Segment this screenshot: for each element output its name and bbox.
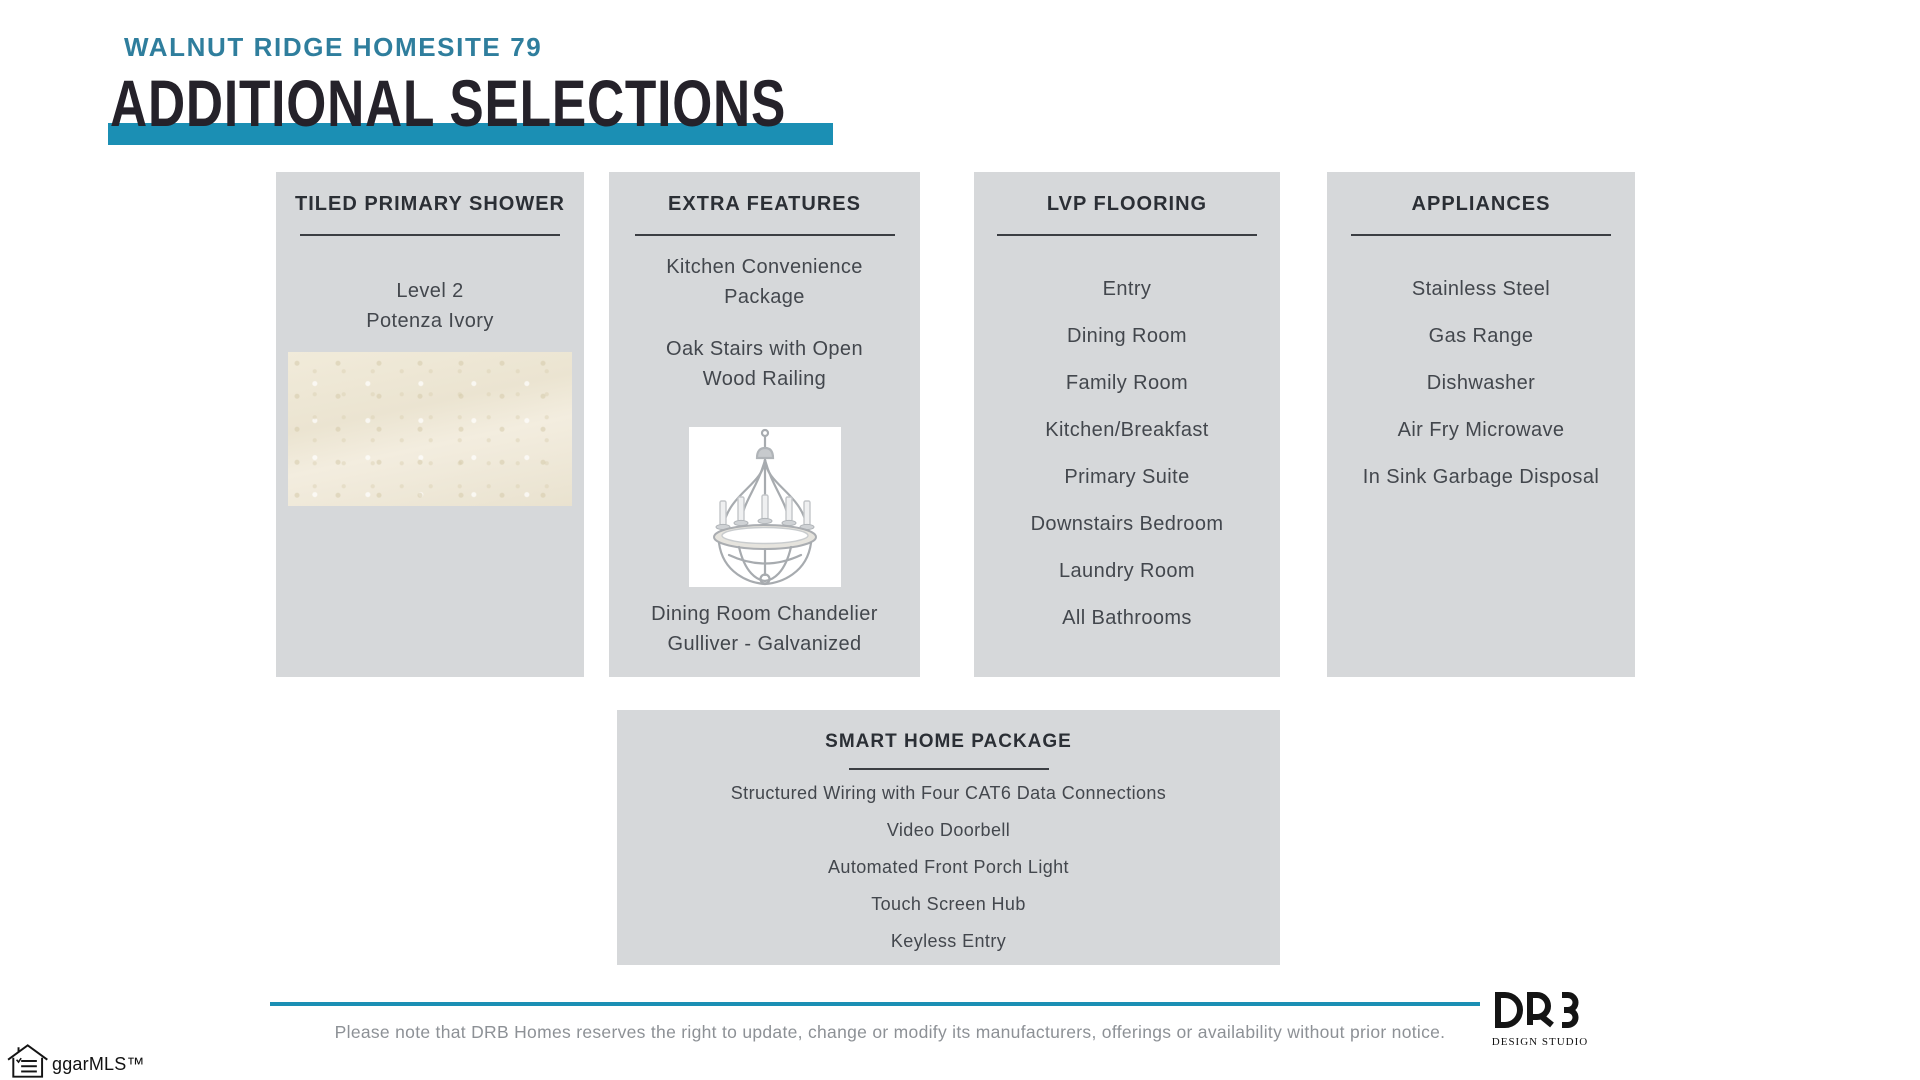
heading-rule xyxy=(300,234,560,236)
list-item: Structured Wiring with Four CAT6 Data Connections xyxy=(730,783,1167,803)
heading-rule xyxy=(635,234,895,236)
card-appliances xyxy=(1327,172,1635,677)
mls-watermark-text: ggarMLS™ xyxy=(52,1054,145,1074)
drb-logo-subtext: DESIGN STUDIO xyxy=(1491,1036,1589,1048)
list-item: Automated Front Porch Light xyxy=(828,857,1069,877)
list-item: All Bathrooms xyxy=(1062,607,1192,629)
list-item: Stainless Steel xyxy=(1411,278,1551,300)
drb-logo-icon xyxy=(1490,991,1590,1029)
feature-line: Package xyxy=(724,286,805,308)
card-tiled-primary-shower xyxy=(276,172,584,677)
list-item: Gas Range xyxy=(1428,325,1534,347)
list-item: Dishwasher xyxy=(1426,372,1536,394)
card-smart-home-package xyxy=(617,710,1280,965)
house-icon xyxy=(4,1044,54,1078)
selection-level: Level 2 xyxy=(396,280,464,302)
card-heading: TILED PRIMARY SHOWER xyxy=(294,193,565,215)
heading-rule xyxy=(849,768,1049,770)
list-item: Keyless Entry xyxy=(890,931,1007,951)
heading-rule xyxy=(1351,234,1611,236)
heading-rule xyxy=(997,234,1257,236)
page-subtitle: WALNUT RIDGE HOMESITE 79 xyxy=(124,32,543,62)
feature-line: Kitchen Convenience xyxy=(666,256,863,278)
list-item: Touch Screen Hub xyxy=(871,894,1026,914)
feature-line: Wood Railing xyxy=(702,368,827,390)
list-item: Family Room xyxy=(1065,372,1189,394)
image-caption: Gulliver - Galvanized xyxy=(667,633,862,655)
card-extra-features xyxy=(609,172,920,677)
footer-divider xyxy=(270,1002,1480,1006)
list-item: In Sink Garbage Disposal xyxy=(1362,466,1600,488)
chandelier-image xyxy=(689,427,841,587)
list-item: Video Doorbell xyxy=(886,820,1011,840)
list-item: Air Fry Microwave xyxy=(1397,419,1565,441)
disclaimer-text: Please note that DRB Homes reserves the right to update, change or modify its manufacturers, offerings or availability without prior notice. xyxy=(334,1022,1446,1042)
card-heading: SMART HOME PACKAGE xyxy=(825,731,1072,752)
feature-line: Oak Stairs with Open xyxy=(666,338,863,360)
image-caption: Dining Room Chandelier xyxy=(651,603,878,625)
appliance-list xyxy=(1327,274,1635,492)
list-item: Downstairs Bedroom xyxy=(1030,513,1224,535)
card-lvp-flooring xyxy=(974,172,1280,677)
mls-watermark xyxy=(4,1044,145,1078)
list-item: Kitchen/Breakfast xyxy=(1045,419,1209,441)
tile-swatch-image xyxy=(288,352,572,506)
card-heading: EXTRA FEATURES xyxy=(668,193,861,215)
list-item: Entry xyxy=(1102,278,1152,300)
drb-logo xyxy=(1488,991,1592,1048)
list-item: Laundry Room xyxy=(1059,560,1195,582)
selection-name: Potenza Ivory xyxy=(366,310,494,332)
smart-home-list xyxy=(617,778,1280,956)
card-heading: APPLIANCES xyxy=(1411,193,1551,215)
lvp-room-list xyxy=(974,274,1280,633)
page-title: ADDITIONAL SELECTIONS xyxy=(110,66,787,140)
list-item: Primary Suite xyxy=(1064,466,1190,488)
list-item: Dining Room xyxy=(1066,325,1187,347)
card-heading: LVP FLOORING xyxy=(1046,193,1208,215)
